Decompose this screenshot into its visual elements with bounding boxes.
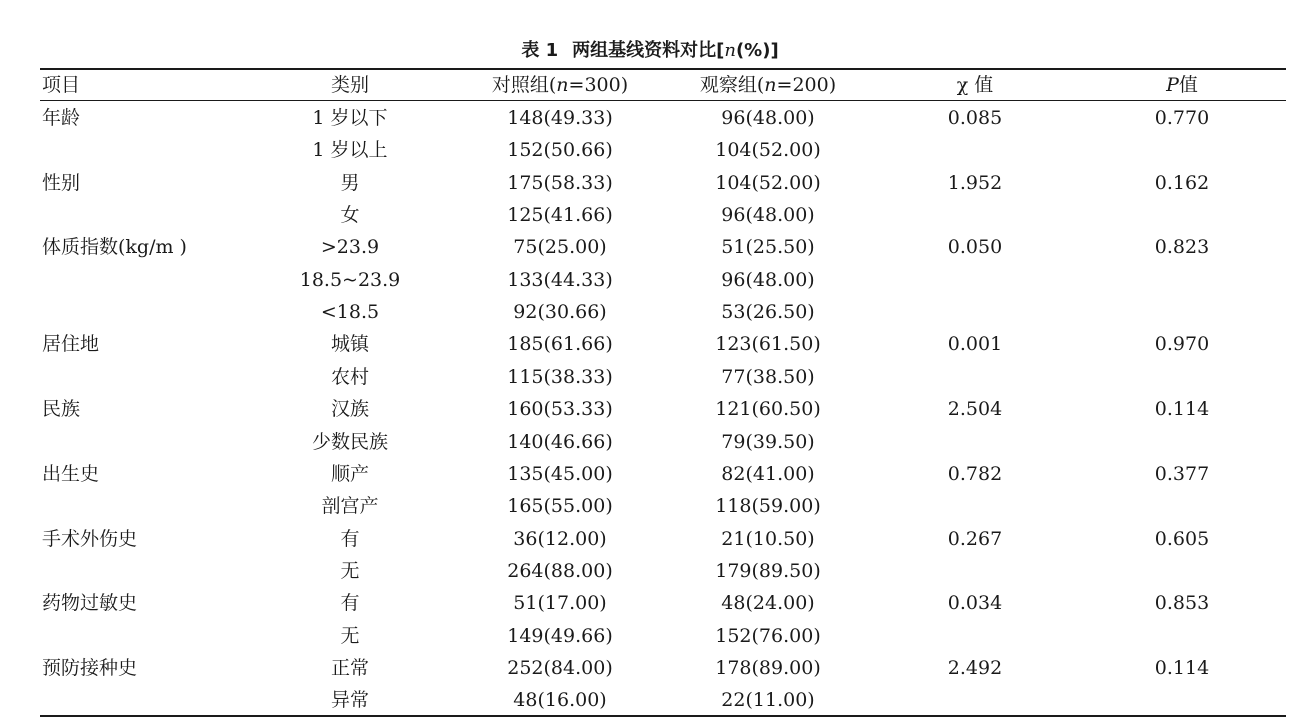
row-p-value bbox=[1082, 555, 1282, 587]
row-category: 汉族 bbox=[330, 398, 369, 421]
header-control-group bbox=[460, 69, 660, 101]
row-control-value: 165(55.00) bbox=[507, 495, 613, 518]
row-control-value: 148(49.33) bbox=[507, 107, 613, 129]
row-chi-value: 2.504 bbox=[947, 398, 1003, 421]
table-row bbox=[0, 426, 1300, 458]
header-p-italic: P bbox=[1166, 74, 1179, 96]
row-chi-value: 1.952 bbox=[947, 171, 1003, 194]
row-p-value: 0.162 bbox=[1154, 171, 1210, 194]
row-chi-value bbox=[875, 555, 1075, 587]
row-p-value bbox=[1082, 264, 1282, 296]
table-caption-suffix: (%)] bbox=[735, 40, 779, 61]
row-control-value: 152(50.66) bbox=[507, 139, 613, 162]
table-row bbox=[0, 199, 1300, 231]
row-observe-value: 96(48.00) bbox=[721, 107, 815, 129]
table-row bbox=[0, 523, 1300, 555]
row-observe-value: 104(52.00) bbox=[715, 139, 821, 162]
row-chi-value bbox=[875, 361, 1075, 393]
table-row bbox=[0, 328, 1300, 360]
row-category: 无 bbox=[340, 559, 360, 582]
header-observe-group bbox=[668, 69, 868, 101]
header-observe-prefix: 观察组( bbox=[699, 74, 765, 96]
row-observe-value: 152(76.00) bbox=[715, 624, 821, 647]
table-bottom-rule bbox=[40, 715, 1286, 717]
row-observe-value: 48(24.00) bbox=[721, 592, 815, 615]
row-chi-value bbox=[875, 620, 1075, 652]
row-chi-value: 0.085 bbox=[947, 107, 1003, 129]
header-chi-square: χ 值 bbox=[956, 74, 994, 96]
table-row bbox=[0, 684, 1300, 716]
row-chi-value bbox=[875, 684, 1075, 716]
row-category: 1 岁以上 bbox=[312, 139, 388, 162]
row-control-value: 149(49.66) bbox=[507, 624, 613, 647]
row-observe-value: 179(89.50) bbox=[715, 559, 821, 582]
row-control-value: 92(30.66) bbox=[513, 301, 607, 324]
row-category: <18.5 bbox=[320, 301, 380, 324]
row-observe-value: 123(61.50) bbox=[715, 333, 821, 356]
row-p-value bbox=[1082, 684, 1282, 716]
row-item: 药物过敏史 bbox=[42, 592, 138, 615]
table-row bbox=[0, 587, 1300, 619]
table-row bbox=[0, 102, 1300, 134]
row-category: 正常 bbox=[330, 656, 369, 679]
row-item: 预防接种史 bbox=[42, 656, 138, 679]
row-chi-value bbox=[875, 296, 1075, 328]
row-observe-value: 21(10.50) bbox=[721, 527, 815, 550]
row-observe-value: 77(38.50) bbox=[721, 365, 815, 388]
row-category: 无 bbox=[340, 624, 360, 647]
row-p-value bbox=[1082, 134, 1282, 166]
row-observe-value: 96(48.00) bbox=[721, 204, 815, 227]
table-row bbox=[0, 620, 1300, 652]
row-p-value: 0.853 bbox=[1154, 592, 1210, 615]
row-category: 顺产 bbox=[330, 462, 369, 485]
table-row bbox=[0, 490, 1300, 522]
row-chi-value: 2.492 bbox=[947, 656, 1003, 679]
table-row bbox=[0, 264, 1300, 296]
row-item: 性别 bbox=[42, 171, 81, 194]
table-row bbox=[0, 296, 1300, 328]
row-p-value: 0.377 bbox=[1154, 462, 1210, 485]
row-control-value: 75(25.00) bbox=[513, 236, 607, 259]
row-observe-value: 53(26.50) bbox=[721, 301, 815, 324]
table-row bbox=[0, 555, 1300, 587]
row-observe-value: 22(11.00) bbox=[721, 689, 815, 712]
header-item: 项目 bbox=[42, 74, 81, 96]
row-chi-value bbox=[875, 199, 1075, 231]
header-observe-suffix: =200) bbox=[776, 74, 837, 96]
row-control-value: 125(41.66) bbox=[507, 204, 613, 227]
row-item: 出生史 bbox=[42, 462, 100, 485]
row-item: 年龄 bbox=[42, 107, 81, 129]
row-control-value: 51(17.00) bbox=[513, 592, 607, 615]
table-row bbox=[0, 231, 1300, 263]
row-control-value: 48(16.00) bbox=[513, 689, 607, 712]
row-observe-value: 96(48.00) bbox=[721, 268, 815, 291]
row-chi-value: 0.782 bbox=[947, 462, 1003, 485]
header-p-value bbox=[1082, 69, 1282, 101]
header-control-prefix: 对照组( bbox=[491, 74, 557, 96]
row-p-value bbox=[1082, 490, 1282, 522]
row-control-value: 133(44.33) bbox=[507, 268, 613, 291]
row-observe-value: 178(89.00) bbox=[715, 656, 821, 679]
table-header-row bbox=[0, 69, 1300, 101]
table-title bbox=[0, 38, 1300, 64]
row-p-value: 0.770 bbox=[1154, 107, 1210, 129]
row-chi-value bbox=[875, 490, 1075, 522]
row-category: 女 bbox=[340, 204, 360, 227]
table-row bbox=[0, 167, 1300, 199]
row-p-value: 0.114 bbox=[1154, 656, 1210, 679]
table-caption-text: 两组基线资料对比[ bbox=[572, 40, 725, 61]
row-category: 18.5~23.9 bbox=[299, 268, 401, 291]
table-caption-italic: n bbox=[724, 40, 736, 61]
row-category: 城镇 bbox=[330, 333, 369, 356]
table-row bbox=[0, 361, 1300, 393]
row-p-value bbox=[1082, 361, 1282, 393]
row-control-value: 160(53.33) bbox=[507, 398, 613, 421]
row-control-value: 135(45.00) bbox=[507, 462, 613, 485]
row-category: 剖宫产 bbox=[321, 495, 379, 518]
table-number: 表 1 bbox=[521, 40, 559, 61]
row-observe-value: 118(59.00) bbox=[715, 495, 821, 518]
row-control-value: 185(61.66) bbox=[507, 333, 613, 356]
row-p-value: 0.823 bbox=[1154, 236, 1210, 259]
header-control-suffix: =300) bbox=[568, 74, 629, 96]
header-observe-n: n bbox=[764, 74, 777, 96]
row-p-value: 0.605 bbox=[1154, 527, 1210, 550]
row-item: 居住地 bbox=[42, 333, 100, 356]
row-p-value bbox=[1082, 426, 1282, 458]
row-observe-value: 121(60.50) bbox=[715, 398, 821, 421]
row-observe-value: 82(41.00) bbox=[721, 462, 815, 485]
row-chi-value bbox=[875, 426, 1075, 458]
row-control-value: 140(46.66) bbox=[507, 430, 613, 453]
row-category: 农村 bbox=[330, 365, 369, 388]
row-chi-value: 0.034 bbox=[947, 592, 1003, 615]
table-row bbox=[0, 458, 1300, 490]
row-control-value: 264(88.00) bbox=[507, 559, 613, 582]
row-control-value: 175(58.33) bbox=[507, 171, 613, 194]
row-observe-value: 79(39.50) bbox=[721, 430, 815, 453]
row-category: 1 岁以下 bbox=[312, 107, 388, 129]
row-p-value bbox=[1082, 199, 1282, 231]
row-p-value bbox=[1082, 620, 1282, 652]
row-chi-value bbox=[875, 134, 1075, 166]
row-item: 体质指数(kg/m ) bbox=[42, 236, 187, 259]
row-category: 男 bbox=[340, 171, 360, 194]
table-row bbox=[0, 134, 1300, 166]
header-category: 类别 bbox=[330, 74, 369, 96]
row-observe-value: 104(52.00) bbox=[715, 171, 821, 194]
row-observe-value: 51(25.50) bbox=[721, 236, 815, 259]
row-category: >23.9 bbox=[320, 236, 380, 259]
table-header-rule bbox=[40, 100, 1286, 101]
table-row bbox=[0, 652, 1300, 684]
row-p-value: 0.114 bbox=[1154, 398, 1210, 421]
row-item: 民族 bbox=[42, 398, 81, 421]
row-control-value: 36(12.00) bbox=[513, 527, 607, 550]
row-category: 有 bbox=[340, 592, 360, 615]
row-p-value bbox=[1082, 296, 1282, 328]
row-control-value: 115(38.33) bbox=[507, 365, 613, 388]
row-category: 异常 bbox=[330, 689, 369, 712]
row-chi-value: 0.267 bbox=[947, 527, 1003, 550]
row-category: 有 bbox=[340, 527, 360, 550]
row-chi-value bbox=[875, 264, 1075, 296]
table-row bbox=[0, 393, 1300, 425]
header-p-suffix: 值 bbox=[1178, 74, 1198, 96]
header-control-n: n bbox=[556, 74, 569, 96]
row-p-value: 0.970 bbox=[1154, 333, 1210, 356]
row-category: 少数民族 bbox=[311, 430, 388, 453]
row-control-value: 252(84.00) bbox=[507, 656, 613, 679]
row-chi-value: 0.050 bbox=[947, 236, 1003, 259]
row-chi-value: 0.001 bbox=[947, 333, 1003, 356]
row-item: 手术外伤史 bbox=[42, 527, 138, 550]
